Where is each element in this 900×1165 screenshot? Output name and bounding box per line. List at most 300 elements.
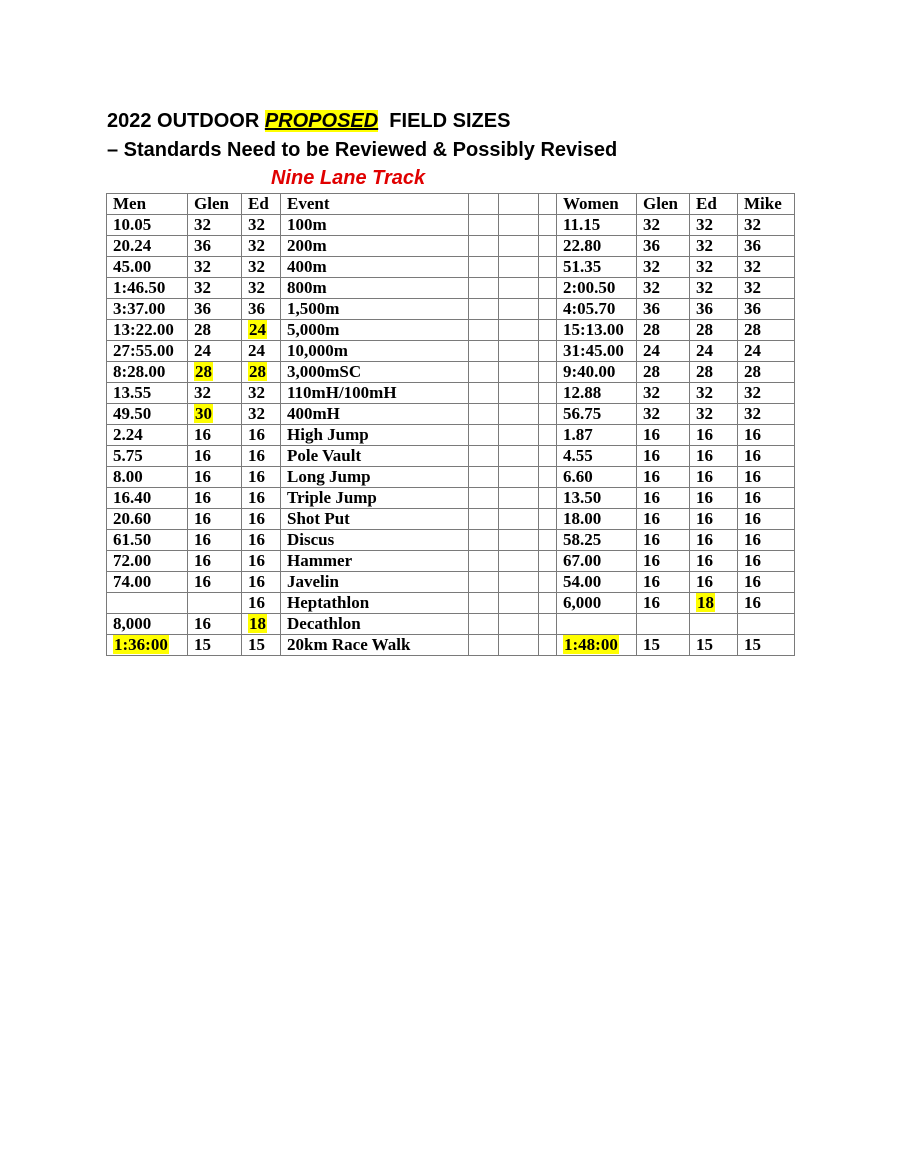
table-row <box>107 467 795 488</box>
cell-event <box>281 257 469 278</box>
cell-women-glen <box>637 509 690 530</box>
cell-blank-1 <box>469 278 499 299</box>
cell-blank-3 <box>539 236 557 257</box>
cell-blank-2 <box>499 383 539 404</box>
cell-value: 32 <box>696 278 713 297</box>
cell-men-standard <box>107 593 188 614</box>
cell-women-glen <box>637 635 690 656</box>
cell-men-glen <box>188 614 242 635</box>
cell-blank-2 <box>499 635 539 656</box>
cell-value: 100m <box>287 215 327 234</box>
cell-value: 9:40.00 <box>563 362 616 381</box>
cell-blank-3 <box>539 278 557 299</box>
cell-women-standard <box>557 572 637 593</box>
cell-value: 36 <box>248 299 265 318</box>
cell-blank-2 <box>499 320 539 341</box>
cell-value: 16 <box>696 467 713 486</box>
cell-blank-2 <box>499 446 539 467</box>
cell-value: 16 <box>194 446 211 465</box>
table-row <box>107 278 795 299</box>
cell-value: Hammer <box>287 551 353 570</box>
table-row <box>107 236 795 257</box>
cell-value: 16 <box>194 614 211 633</box>
cell-blank-3 <box>539 509 557 530</box>
cell-value: 28 <box>696 320 713 339</box>
cell-value: 28 <box>194 320 211 339</box>
cell-women-glen <box>637 551 690 572</box>
cell-value: 32 <box>744 383 761 402</box>
cell-value: 28 <box>744 362 761 381</box>
cell-women-mike <box>738 614 795 635</box>
cell-value: 32 <box>248 215 265 234</box>
cell-men-glen <box>188 320 242 341</box>
table-row <box>107 299 795 320</box>
cell-women-ed <box>690 362 738 383</box>
cell-women-ed <box>690 446 738 467</box>
cell-women-standard <box>557 530 637 551</box>
cell-blank-1 <box>469 488 499 509</box>
cell-value: 32 <box>248 236 265 255</box>
cell-value: 20.24 <box>113 236 152 255</box>
cell-value: 22.80 <box>563 236 602 255</box>
cell-men-ed <box>242 635 281 656</box>
document-subheading: – Standards Need to be Reviewed & Possibly Revised <box>107 139 618 161</box>
cell-men-glen <box>188 509 242 530</box>
cell-men-ed <box>242 467 281 488</box>
cell-women-glen <box>637 572 690 593</box>
cell-value: 12.88 <box>563 383 602 402</box>
cell-men-standard <box>107 383 188 404</box>
cell-value: 16 <box>643 572 660 591</box>
cell-women-mike <box>738 278 795 299</box>
cell-blank-3 <box>539 383 557 404</box>
cell-men-standard <box>107 530 188 551</box>
cell-value: 32 <box>194 383 211 402</box>
header-men-ed: Ed <box>242 194 281 215</box>
cell-men-glen <box>188 635 242 656</box>
cell-value: 16 <box>643 488 660 507</box>
cell-value: 24 <box>643 341 660 360</box>
cell-value: 16 <box>744 530 761 549</box>
cell-value: 8,000 <box>113 614 152 633</box>
cell-value: 16 <box>643 530 660 549</box>
cell-value: 24 <box>744 341 761 360</box>
table-header-row <box>107 194 795 215</box>
cell-men-glen <box>188 593 242 614</box>
cell-value: 30 <box>195 404 212 423</box>
cell-men-glen <box>188 488 242 509</box>
cell-blank-1 <box>469 341 499 362</box>
cell-blank-3 <box>539 551 557 572</box>
cell-value: 56.75 <box>563 404 602 423</box>
cell-blank-1 <box>469 572 499 593</box>
table-row <box>107 446 795 467</box>
cell-women-standard <box>557 551 637 572</box>
cell-value: 32 <box>744 404 761 423</box>
cell-value: 28 <box>195 362 212 381</box>
cell-men-standard <box>107 488 188 509</box>
cell-value: 1.87 <box>563 425 593 444</box>
cell-women-ed <box>690 572 738 593</box>
table-row <box>107 362 795 383</box>
cell-value: 28 <box>249 362 266 381</box>
cell-value: 16 <box>744 551 761 570</box>
cell-women-glen <box>637 299 690 320</box>
table-row <box>107 320 795 341</box>
cell-blank-3 <box>539 635 557 656</box>
table-row <box>107 215 795 236</box>
cell-women-ed <box>690 467 738 488</box>
cell-blank-3 <box>539 257 557 278</box>
cell-value: 16 <box>643 446 660 465</box>
cell-men-glen <box>188 299 242 320</box>
cell-value: 45.00 <box>113 257 152 276</box>
cell-women-standard <box>557 215 637 236</box>
cell-women-mike <box>738 635 795 656</box>
cell-event <box>281 320 469 341</box>
cell-women-glen <box>637 467 690 488</box>
cell-men-ed <box>242 551 281 572</box>
cell-men-standard <box>107 362 188 383</box>
cell-value: 5,000m <box>287 320 340 339</box>
cell-value: 16 <box>248 551 265 570</box>
cell-value: 67.00 <box>563 551 602 570</box>
cell-men-ed <box>242 341 281 362</box>
cell-blank-3 <box>539 446 557 467</box>
cell-value: 16 <box>744 425 761 444</box>
cell-men-ed <box>242 593 281 614</box>
cell-event <box>281 383 469 404</box>
cell-blank-2 <box>499 572 539 593</box>
cell-women-ed <box>690 488 738 509</box>
cell-value: 18.00 <box>563 509 602 528</box>
cell-blank-3 <box>539 215 557 236</box>
cell-value: 58.25 <box>563 530 602 549</box>
cell-value: 16 <box>696 425 713 444</box>
cell-women-ed <box>690 530 738 551</box>
cell-men-ed <box>242 257 281 278</box>
cell-value: Triple Jump <box>287 488 377 507</box>
cell-women-mike <box>738 593 795 614</box>
cell-blank-3 <box>539 425 557 446</box>
cell-women-mike <box>738 404 795 425</box>
cell-event <box>281 488 469 509</box>
cell-women-mike <box>738 446 795 467</box>
cell-value: 16 <box>696 509 713 528</box>
cell-blank-3 <box>539 320 557 341</box>
cell-blank-1 <box>469 404 499 425</box>
cell-value: 16 <box>194 551 211 570</box>
cell-value: 36 <box>744 299 761 318</box>
header-blank-2 <box>499 194 539 215</box>
cell-women-standard <box>557 404 637 425</box>
cell-value: 16 <box>744 488 761 507</box>
cell-women-mike <box>738 320 795 341</box>
title-suffix: FIELD SIZES <box>378 110 511 132</box>
cell-value: 49.50 <box>113 404 152 423</box>
cell-blank-2 <box>499 278 539 299</box>
cell-women-ed <box>690 236 738 257</box>
cell-men-glen <box>188 278 242 299</box>
header-women-mike: Mike <box>738 194 795 215</box>
cell-men-glen <box>188 236 242 257</box>
table-row <box>107 404 795 425</box>
cell-blank-2 <box>499 551 539 572</box>
cell-value: 16 <box>696 572 713 591</box>
cell-value: 16 <box>248 593 265 612</box>
cell-value: Pole Vault <box>287 446 362 465</box>
cell-men-standard <box>107 299 188 320</box>
cell-women-ed <box>690 425 738 446</box>
cell-value: 10.05 <box>113 215 152 234</box>
cell-women-ed <box>690 278 738 299</box>
cell-value: 28 <box>643 320 660 339</box>
cell-blank-2 <box>499 509 539 530</box>
table-row <box>107 383 795 404</box>
cell-men-glen <box>188 257 242 278</box>
cell-value: 20.60 <box>113 509 152 528</box>
cell-women-glen <box>637 425 690 446</box>
cell-blank-2 <box>499 362 539 383</box>
cell-women-mike <box>738 362 795 383</box>
cell-men-ed <box>242 320 281 341</box>
cell-value: 36 <box>744 236 761 255</box>
cell-women-mike <box>738 467 795 488</box>
cell-value: 16 <box>744 593 761 612</box>
cell-event <box>281 236 469 257</box>
cell-value: 32 <box>248 383 265 402</box>
cell-men-glen <box>188 551 242 572</box>
cell-value: 32 <box>696 215 713 234</box>
cell-women-standard <box>557 593 637 614</box>
cell-value: High Jump <box>287 425 369 444</box>
cell-value: 36 <box>643 299 660 318</box>
header-women-glen: Glen <box>637 194 690 215</box>
cell-value: 16 <box>696 446 713 465</box>
cell-men-standard <box>107 572 188 593</box>
cell-blank-1 <box>469 593 499 614</box>
cell-value: 32 <box>643 257 660 276</box>
cell-value: 16 <box>248 572 265 591</box>
cell-men-ed <box>242 404 281 425</box>
cell-value: 13.50 <box>563 488 602 507</box>
cell-value: 16 <box>643 593 660 612</box>
cell-women-glen <box>637 404 690 425</box>
cell-value: 15:13.00 <box>563 320 624 339</box>
cell-value: 1:36:00 <box>114 635 168 654</box>
table-row <box>107 593 795 614</box>
cell-value: 32 <box>744 278 761 297</box>
cell-value: 32 <box>643 278 660 297</box>
cell-women-glen <box>637 446 690 467</box>
cell-blank-3 <box>539 404 557 425</box>
cell-women-glen <box>637 383 690 404</box>
cell-men-glen <box>188 467 242 488</box>
cell-blank-1 <box>469 509 499 530</box>
cell-women-glen <box>637 593 690 614</box>
cell-women-standard <box>557 299 637 320</box>
cell-event <box>281 425 469 446</box>
cell-men-glen <box>188 572 242 593</box>
cell-value: Javelin <box>287 572 339 591</box>
cell-value: 15 <box>744 635 761 654</box>
cell-women-mike <box>738 236 795 257</box>
cell-value: 24 <box>696 341 713 360</box>
header-blank-3 <box>539 194 557 215</box>
cell-value: 32 <box>194 257 211 276</box>
cell-men-glen <box>188 362 242 383</box>
cell-women-mike <box>738 215 795 236</box>
cell-value: 13.55 <box>113 383 152 402</box>
cell-women-standard <box>557 446 637 467</box>
cell-men-glen <box>188 383 242 404</box>
cell-women-ed <box>690 299 738 320</box>
cell-women-ed <box>690 383 738 404</box>
cell-value: 32 <box>696 236 713 255</box>
cell-men-standard <box>107 320 188 341</box>
cell-value: 32 <box>744 215 761 234</box>
cell-blank-1 <box>469 236 499 257</box>
cell-value: 20km Race Walk <box>287 635 411 654</box>
cell-value: Heptathlon <box>287 593 370 612</box>
cell-value: 16 <box>194 467 211 486</box>
cell-value: 16 <box>744 509 761 528</box>
cell-blank-1 <box>469 551 499 572</box>
cell-value: 61.50 <box>113 530 152 549</box>
cell-women-mike <box>738 572 795 593</box>
cell-value: 800m <box>287 278 327 297</box>
cell-event <box>281 509 469 530</box>
header-women-standard: Women <box>557 194 637 215</box>
cell-blank-3 <box>539 530 557 551</box>
cell-value: 32 <box>643 215 660 234</box>
cell-value: 15 <box>696 635 713 654</box>
cell-value: 1:46.50 <box>113 278 166 297</box>
cell-men-ed <box>242 299 281 320</box>
cell-men-ed <box>242 530 281 551</box>
cell-women-standard <box>557 509 637 530</box>
cell-men-glen <box>188 404 242 425</box>
cell-blank-1 <box>469 299 499 320</box>
cell-value: 16 <box>194 488 211 507</box>
cell-value: 24 <box>194 341 211 360</box>
cell-value: 31:45.00 <box>563 341 624 360</box>
cell-value: 32 <box>696 404 713 423</box>
cell-women-mike <box>738 425 795 446</box>
cell-blank-2 <box>499 425 539 446</box>
cell-value: 24 <box>249 320 266 339</box>
cell-value: 36 <box>696 299 713 318</box>
cell-event <box>281 278 469 299</box>
cell-value: 36 <box>643 236 660 255</box>
cell-women-standard <box>557 425 637 446</box>
cell-blank-3 <box>539 341 557 362</box>
cell-value: 32 <box>248 278 265 297</box>
cell-women-mike <box>738 509 795 530</box>
cell-men-ed <box>242 215 281 236</box>
cell-women-standard <box>557 488 637 509</box>
cell-value: 5.75 <box>113 446 143 465</box>
cell-men-ed <box>242 614 281 635</box>
cell-men-standard <box>107 551 188 572</box>
cell-value: 1:48:00 <box>564 635 618 654</box>
cell-men-ed <box>242 488 281 509</box>
cell-blank-1 <box>469 425 499 446</box>
cell-women-glen <box>637 362 690 383</box>
cell-value: 8.00 <box>113 467 143 486</box>
cell-women-glen <box>637 614 690 635</box>
header-men-glen: Glen <box>188 194 242 215</box>
cell-value: 8:28.00 <box>113 362 166 381</box>
cell-value: 2.24 <box>113 425 143 444</box>
cell-event <box>281 404 469 425</box>
cell-women-ed <box>690 320 738 341</box>
cell-value: 16 <box>248 467 265 486</box>
cell-men-ed <box>242 572 281 593</box>
cell-men-standard <box>107 215 188 236</box>
cell-blank-3 <box>539 593 557 614</box>
header-event: Event <box>281 194 469 215</box>
cell-blank-1 <box>469 257 499 278</box>
cell-value: 200m <box>287 236 327 255</box>
cell-women-glen <box>637 530 690 551</box>
cell-value: 28 <box>744 320 761 339</box>
cell-value: 16 <box>248 509 265 528</box>
cell-women-standard <box>557 341 637 362</box>
cell-men-ed <box>242 362 281 383</box>
cell-blank-3 <box>539 362 557 383</box>
cell-women-standard <box>557 236 637 257</box>
cell-value: 16 <box>194 425 211 444</box>
cell-women-ed <box>690 614 738 635</box>
cell-value: 32 <box>194 215 211 234</box>
cell-value: 13:22.00 <box>113 320 174 339</box>
cell-event <box>281 362 469 383</box>
cell-event <box>281 572 469 593</box>
cell-event <box>281 593 469 614</box>
cell-event <box>281 551 469 572</box>
cell-blank-3 <box>539 572 557 593</box>
cell-blank-2 <box>499 299 539 320</box>
cell-women-glen <box>637 488 690 509</box>
table-row <box>107 635 795 656</box>
header-blank-1 <box>469 194 499 215</box>
cell-value: 27:55.00 <box>113 341 174 360</box>
cell-women-glen <box>637 236 690 257</box>
cell-blank-2 <box>499 341 539 362</box>
cell-value: 32 <box>643 383 660 402</box>
cell-event <box>281 530 469 551</box>
field-sizes-table <box>106 193 795 656</box>
cell-value: 36 <box>194 236 211 255</box>
cell-blank-2 <box>499 215 539 236</box>
cell-value: 16 <box>744 446 761 465</box>
cell-women-mike <box>738 341 795 362</box>
cell-value: 24 <box>248 341 265 360</box>
cell-women-standard <box>557 320 637 341</box>
cell-men-glen <box>188 530 242 551</box>
cell-women-mike <box>738 530 795 551</box>
cell-value: Decathlon <box>287 614 361 633</box>
table-row <box>107 425 795 446</box>
cell-value: 16 <box>643 509 660 528</box>
table-row <box>107 572 795 593</box>
cell-value: 15 <box>194 635 211 654</box>
cell-value: 16 <box>248 425 265 444</box>
cell-value: 400m <box>287 257 327 276</box>
cell-women-standard <box>557 614 637 635</box>
cell-men-standard <box>107 425 188 446</box>
